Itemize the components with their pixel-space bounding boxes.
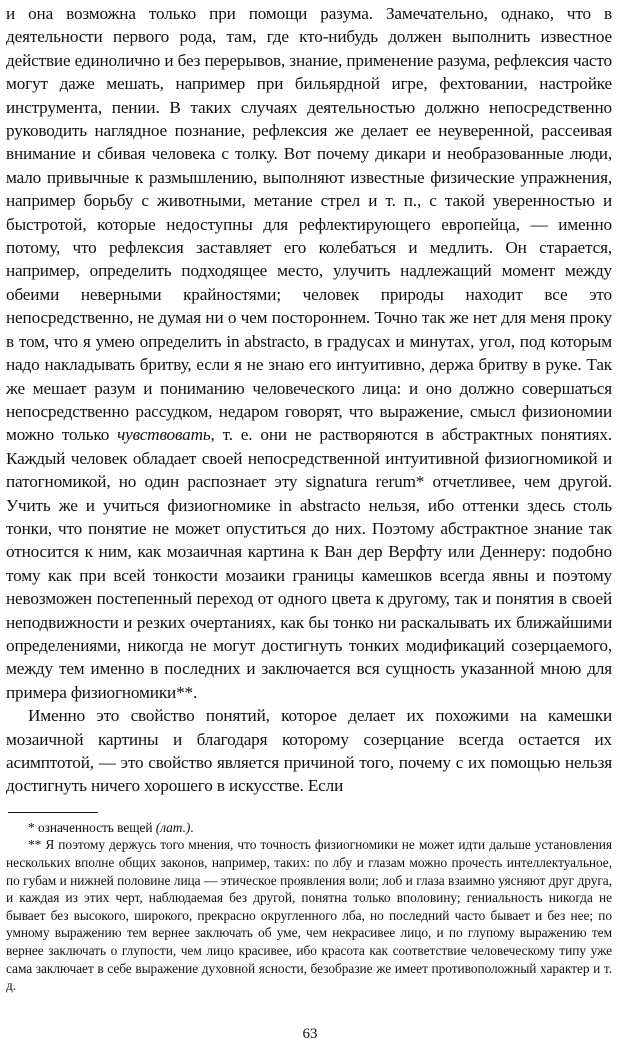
paragraph-1-text-b: , т. е. они не растворяются в абстрактных понятиях. Каждый человек обладает своей непосредственной интуитивной физиогномикой и патогномикой, но один распознает эту signatura rerum* отчетливее, чем другой. Учить же и учиться физиогномике in abstracto нельзя, ибо оттенки здесь столь тонки, что понятие не может опуститься до них. Поэтому абстрактное знание так относится к ним, как мозаичная картина к Ван дер Верфту или Деннеру: подобно тому как при всей тонкости мозаики границы камешков всегда явны и поэтому невозможен постепенный переход от одного цвета к другому, так и понятия в своей неподвижности и резких очертаниях, как бы тонко ни раскалывать их ближайшими определениями, никогда не могут достигнуть тонких модификаций созерцаемого, между тем именно в последних и заключается вся сущность указанной мною для примера физиогномики**. <box>6 425 612 702</box>
paragraph-1-emphasis: чувствовать <box>117 425 211 445</box>
paragraph-1-text-a: и она возможна только при помощи разума. Замечательно, однако, что в деятельности первого рода, там, где кто-нибудь должен выполнить известное действие единолично и без перерывов, знание, применение разума, рефлексия часто могут даже мешать, например при бильярдной игре, фехтовании, настройке инструмента, пении. В таких случаях деятельностью должно непосредственно руководить наглядное познание, рефлексия же делает ее неуверенной, рассеивая внимание и сбивая человека с толку. Вот почему дикари и необразованные люди, мало привычные к размышлению, выполняют известные физические упражнения, например борьбу с животными, метание стрел и т. п., с такой уверенностью и быстротой, которые недоступны для рефлектирующего европейца, — именно потому, что рефлексия заставляет его колебаться и медлить. Он старается, например, определить подходящее место, улучить надлежащий момент между обеими неверными крайностями; человек природы находит все это непосредственно, не думая ни о чем постороннем. Точно так же нет для меня проку в том, что я умею определить in abstracto, в градусах и минутах, угол, под которым надо накладывать бритву, если я не знаю его интуитивно, держа бритву в руке. Так же мешает разум и пониманию человеческого лица: и оно должно совершаться непосредственно рассудком, недаром говорят, что выражение, смысл физиономии можно только <box>6 4 612 445</box>
footnote-divider <box>8 812 98 813</box>
footnotes <box>6 819 612 995</box>
main-text <box>6 2 612 798</box>
paragraph-2: Именно это свойство понятий, которое делает их похожими на камешки мозаичной картины и благодаря которому созерцание всегда остается их асимптотой, — это свойство является причиной того, почему с их помощью нельзя достигнуть ничего хорошего в искусстве. Если <box>6 706 612 796</box>
paragraph-1 <box>6 2 612 704</box>
footnote-1-emphasis: (лат.) <box>155 819 191 835</box>
footnote-2: ** Я поэтому держусь того мнения, что точность физиогномики не может идти дальше установления нескольких вполне общих законов, например, таких: по лбу и глазам можно прочесть интеллектуальное, по губам и нижней половине лица — этическое проявления воли; лоб и глаза взаимно уясняют друг друга, и каждая из этих черт, наблюдаемая без другой, понятна только вполовину; гениальность никогда не бывает без высокого, широкого, прекрасно округленного лба, но последний часто бывает и без нее; по умному выражению тем вернее заключать об уме, чем некрасивее лицо, и по глупому выражению тем вернее заключать о глупости, чем лицо красивее, ибо красота как соответствие человеческому типу уже сама заключает в себе выражение духовной ясности, безобразие же имеет противоположный характер и т. д. <box>6 837 612 994</box>
footnote-1 <box>6 819 612 837</box>
footnote-1-tail: . <box>190 819 194 835</box>
footnote-1-text: * означенность вещей <box>28 819 156 835</box>
page-number: 63 <box>302 1026 318 1042</box>
